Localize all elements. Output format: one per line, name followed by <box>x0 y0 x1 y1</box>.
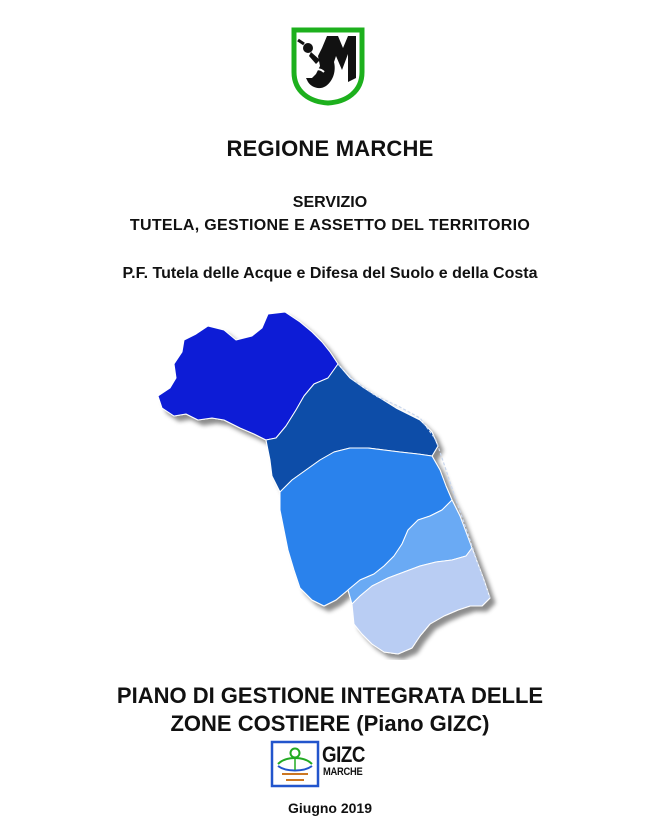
plan-title-line-1: PIANO DI GESTIONE INTEGRATA DELLE <box>116 683 544 708</box>
publication-date: Giugno 2019 <box>287 800 373 816</box>
marche-provinces-map <box>150 305 500 660</box>
service-description: TUTELA, GESTIONE E ASSETTO DEL TERRITORIO <box>129 217 531 234</box>
gizc-subtext: MARCHE <box>323 766 363 778</box>
functional-unit: P.F. Tutela delle Acque e Difesa del Suolo e della Costa <box>122 265 538 282</box>
service-name: SERVIZIO <box>292 194 368 211</box>
gizc-brand-text: GIZC <box>322 742 365 767</box>
plan-title-line-2: ZONE COSTIERE (Piano GIZC) <box>170 711 490 736</box>
regione-marche-emblem-icon <box>290 26 366 106</box>
region-title: REGIONE MARCHE <box>226 136 434 161</box>
